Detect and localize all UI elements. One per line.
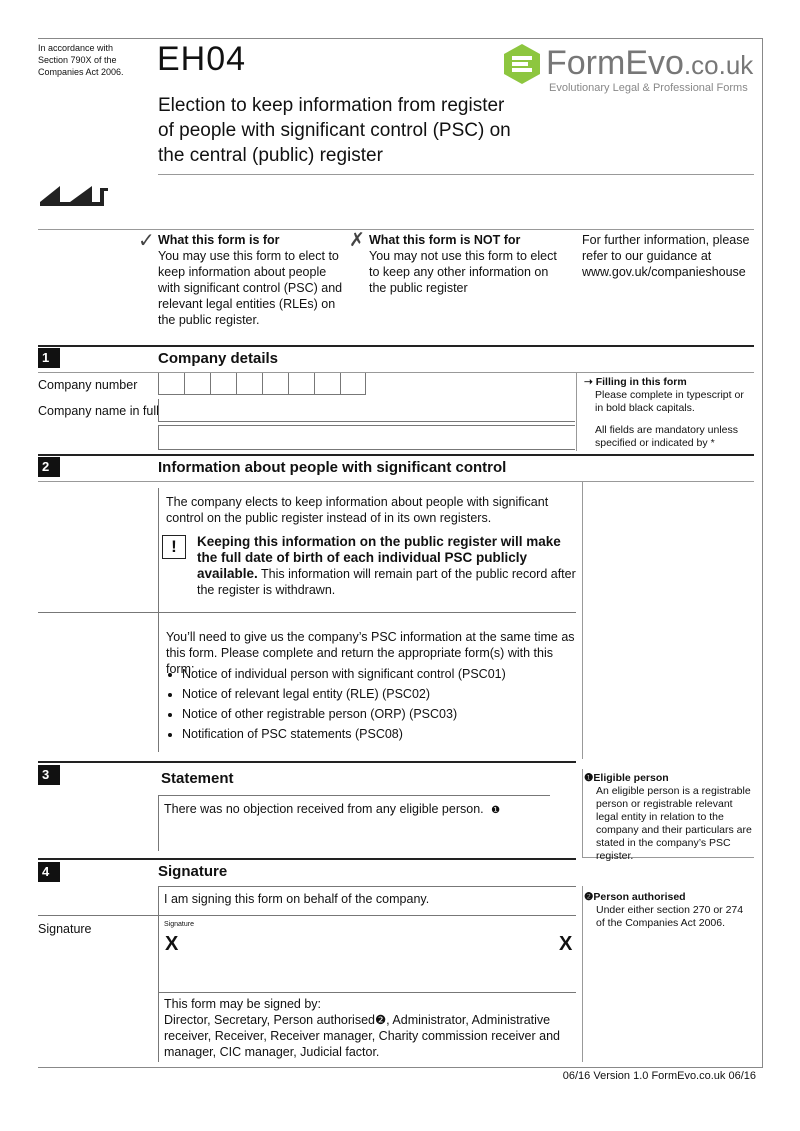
logo-text-suffix: .co.uk bbox=[683, 50, 754, 80]
warning-rest-text: This information will remain part of the public record after the register is withdrawn. bbox=[197, 567, 576, 597]
signed-by-heading: This form may be signed by: bbox=[164, 997, 322, 1011]
signature-end-mark-icon: X bbox=[559, 933, 573, 955]
warning-icon: ! bbox=[162, 535, 186, 559]
not-for-text: You may not use this form to elect to keep any other information on the public register bbox=[369, 249, 557, 295]
company-number-digit-8[interactable] bbox=[340, 373, 366, 395]
company-name-field-line-2[interactable] bbox=[158, 425, 575, 450]
formevo-logo bbox=[500, 42, 760, 98]
for-text: You may use this form to elect to keep information about people with significant control (PSC) and relevant legal entities (RLEs) on the public register. bbox=[158, 249, 343, 327]
company-number-digit-1[interactable] bbox=[158, 373, 184, 395]
election-text: The company elects to keep information about people with significant control on the public register instead of in its own registers. bbox=[166, 495, 549, 525]
section-4-number: 4 bbox=[38, 862, 60, 882]
form-code: EH04 bbox=[157, 40, 247, 78]
need-forms-text: You’ll need to give us the company’s PSC information at the same time as this form. Please complete and return the appropriate form(s) with this form: bbox=[166, 630, 575, 676]
company-number-digit-7[interactable] bbox=[314, 373, 340, 395]
eligible-person-heading: ❶Eligible person bbox=[584, 772, 669, 784]
required-form-item: • Notice of other registrable person (ORP) (PSC03) bbox=[182, 706, 576, 722]
signature-field[interactable] bbox=[159, 916, 576, 992]
company-number-digit-6[interactable] bbox=[288, 373, 314, 395]
signed-by-text: Director, Secretary, Person authorised❷, Administrator, Administrative receiver, Receiver, Receiver manager, Charity commission receiver and manager, CIC manager, Judicial factor. bbox=[164, 1013, 560, 1059]
section-2-title: Information about people with significant control bbox=[158, 459, 507, 476]
required-form-item: • Notice of individual person with significant control (PSC01) bbox=[182, 666, 576, 682]
section-3-title: Statement bbox=[161, 770, 234, 787]
footer-version: 06/16 Version 1.0 FormEvo.co.uk 06/16 bbox=[562, 1070, 756, 1082]
for-heading: What this form is for bbox=[158, 233, 280, 247]
required-form-item: • Notification of PSC statements (PSC08) bbox=[182, 726, 576, 742]
further-info-text: For further information, please refer to our guidance at www.gov.uk/companieshouse bbox=[582, 233, 750, 279]
signature-box-label: Signature bbox=[164, 921, 194, 928]
mandatory-fields-text: All fields are mandatory unless specified or indicated by * bbox=[595, 424, 738, 449]
company-name-field-line-1[interactable] bbox=[158, 399, 575, 422]
person-authorised-text: Under either section 270 or 274 of the Companies Act 2006. bbox=[596, 904, 744, 929]
company-name-label: Company name in full bbox=[38, 404, 159, 418]
signature-label: Signature bbox=[38, 922, 92, 936]
section-2-number: 2 bbox=[38, 457, 60, 477]
note-1-marker: ❶ bbox=[491, 805, 501, 816]
page-title: Election to keep information from register of people with significant control (PSC) on the central (public) register bbox=[158, 95, 511, 166]
company-number-digit-5[interactable] bbox=[262, 373, 288, 395]
signing-statement: I am signing this form on behalf of the company. bbox=[164, 892, 430, 906]
filling-in-text: Please complete in typescript or in bold black capitals. bbox=[595, 389, 744, 414]
required-form-item: • Notice of relevant legal entity (RLE) (PSC02) bbox=[182, 686, 576, 702]
companies-house-logo-icon bbox=[38, 180, 110, 208]
company-number-digit-2[interactable] bbox=[184, 373, 210, 395]
logo-tagline: Evolutionary Legal & Professional Forms bbox=[549, 82, 748, 94]
not-for-heading: What this form is NOT for bbox=[369, 233, 521, 247]
warning-bold-text: Keeping this information on the public register will make the full date of birth of each individual PSC publicly available. bbox=[197, 534, 561, 581]
company-number-label: Company number bbox=[38, 378, 138, 392]
legal-basis-text: In accordance with Section 790X of the Companies Act 2006. bbox=[38, 43, 124, 77]
section-3-number: 3 bbox=[38, 765, 60, 785]
person-authorised-heading: ❷Person authorised bbox=[584, 891, 686, 903]
required-forms-list bbox=[166, 666, 576, 742]
eligible-person-text: An eligible person is a registrable person or registrable relevant legal entity in relation to the company and their particulars are stated in the company’s PSC register. bbox=[596, 785, 752, 862]
section-4-title: Signature bbox=[158, 863, 228, 880]
arrow-right-icon: ➝ bbox=[584, 376, 596, 388]
section-1-number: 1 bbox=[38, 348, 60, 368]
formevo-logo-icon bbox=[500, 42, 544, 86]
logo-text-main: FormEvo bbox=[546, 44, 684, 82]
signature-start-mark-icon: X bbox=[165, 933, 179, 955]
company-number-digit-3[interactable] bbox=[210, 373, 236, 395]
filling-in-heading: Filling in this form bbox=[595, 376, 687, 388]
cross-icon: ✗ bbox=[349, 230, 365, 251]
company-number-digit-4[interactable] bbox=[236, 373, 262, 395]
section-1-title: Company details bbox=[158, 350, 279, 367]
statement-text: There was no objection received from any eligible person. bbox=[164, 802, 484, 816]
checkmark-icon: ✓ bbox=[138, 230, 155, 252]
